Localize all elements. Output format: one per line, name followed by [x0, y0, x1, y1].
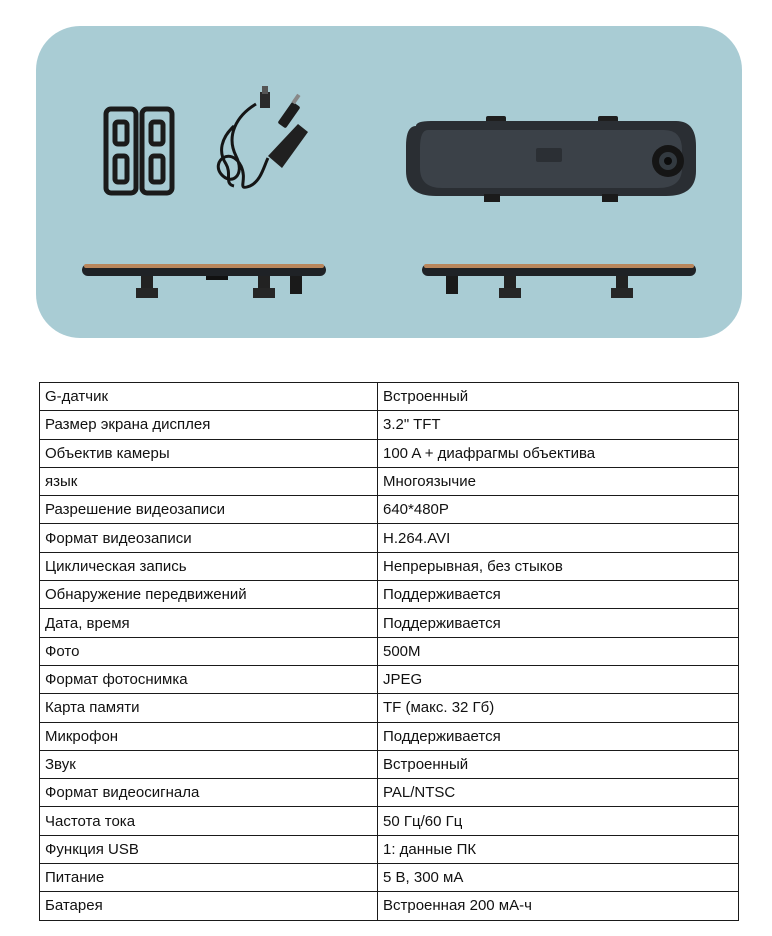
- spec-name: Объектив камеры: [40, 439, 378, 467]
- spec-value: 640*480P: [378, 496, 739, 524]
- spec-value: 1: данные ПК: [378, 835, 739, 863]
- spec-name: Звук: [40, 750, 378, 778]
- product-photo-panel: [36, 26, 742, 338]
- table-row: [40, 665, 739, 693]
- table-row: [40, 467, 739, 495]
- spec-name: Частота тока: [40, 807, 378, 835]
- spec-value: Поддерживается: [378, 609, 739, 637]
- table-row: [40, 807, 739, 835]
- spec-table: [39, 382, 739, 921]
- spec-name: Фото: [40, 637, 378, 665]
- spec-value: Встроенный: [378, 383, 739, 411]
- table-row: [40, 609, 739, 637]
- table-row: [40, 779, 739, 807]
- spec-value: Встроенный: [378, 750, 739, 778]
- spec-name: Питание: [40, 864, 378, 892]
- rubber-straps-image: [106, 109, 172, 193]
- spec-name: Дата, время: [40, 609, 378, 637]
- spec-name: Микрофон: [40, 722, 378, 750]
- spec-name: язык: [40, 467, 378, 495]
- spec-name: G-датчик: [40, 383, 378, 411]
- spec-value: 50 Гц/60 Гц: [378, 807, 739, 835]
- spec-name: Разрешение видеозаписи: [40, 496, 378, 524]
- spec-value: Многоязычие: [378, 467, 739, 495]
- table-row: [40, 835, 739, 863]
- spec-name: Формат видеозаписи: [40, 524, 378, 552]
- spec-value: 3.2" TFT: [378, 411, 739, 439]
- table-row: [40, 383, 739, 411]
- product-photo: [36, 26, 742, 338]
- spec-value: 500M: [378, 637, 739, 665]
- spec-name: Циклическая запись: [40, 552, 378, 580]
- spec-name: Формат фотоснимка: [40, 665, 378, 693]
- spec-name: Формат видеосигнала: [40, 779, 378, 807]
- spec-value: 100 A + диафрагмы объектива: [378, 439, 739, 467]
- spec-name: Функция USB: [40, 835, 378, 863]
- table-row: [40, 439, 739, 467]
- table-row: [40, 552, 739, 580]
- spec-value: Непрерывная, без стыков: [378, 552, 739, 580]
- table-row: [40, 411, 739, 439]
- table-row: [40, 864, 739, 892]
- spec-value: Поддерживается: [378, 722, 739, 750]
- spec-name: Обнаружение передвижений: [40, 581, 378, 609]
- table-row: [40, 750, 739, 778]
- table-row: [40, 581, 739, 609]
- spec-name: Размер экрана дисплея: [40, 411, 378, 439]
- spec-value: TF (макс. 32 Гб): [378, 694, 739, 722]
- spec-value: 5 В, 300 мА: [378, 864, 739, 892]
- spec-name: Карта памяти: [40, 694, 378, 722]
- mirror-dashcam-top-image: [82, 264, 326, 298]
- spec-value: H.264.AVI: [378, 524, 739, 552]
- spec-value: Встроенная 200 мА-ч: [378, 892, 739, 920]
- table-row: [40, 694, 739, 722]
- table-row: [40, 524, 739, 552]
- car-charger-image: [218, 86, 308, 187]
- mirror-dashcam-front-image: [406, 116, 696, 202]
- spec-value: JPEG: [378, 665, 739, 693]
- table-row: [40, 892, 739, 920]
- table-row: [40, 496, 739, 524]
- mirror-dashcam-top-rear-image: [422, 264, 696, 298]
- spec-name: Батарея: [40, 892, 378, 920]
- spec-value: Поддерживается: [378, 581, 739, 609]
- table-row: [40, 722, 739, 750]
- spec-value: PAL/NTSC: [378, 779, 739, 807]
- table-row: [40, 637, 739, 665]
